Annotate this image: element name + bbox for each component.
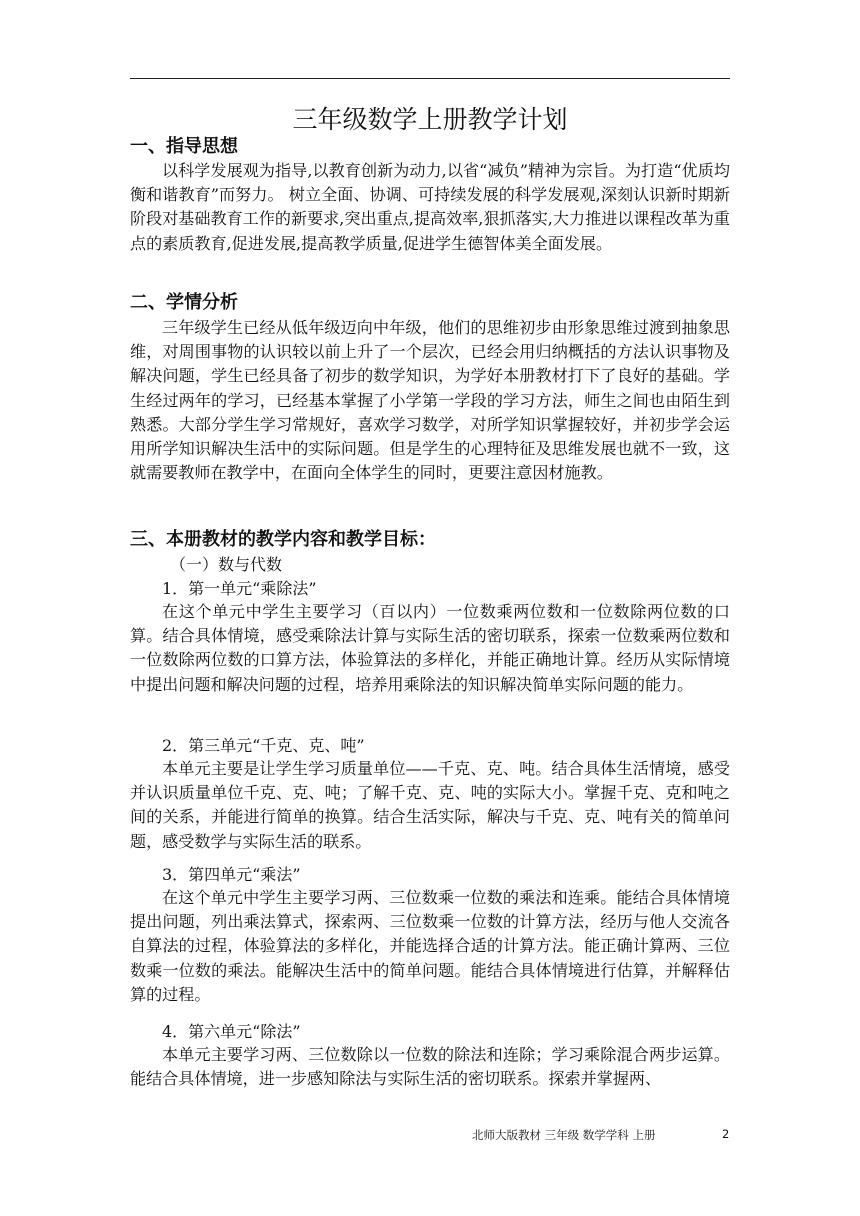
section-heading-guiding: 一、指导思想 — [130, 136, 238, 157]
unit-title-3: 2．第三单元“千克、克、吨” — [162, 736, 365, 755]
footer-text: 北师大版教材 三年级 数学学科 上册 — [472, 1128, 656, 1142]
unit-title-4: 3．第四单元“乘法” — [162, 865, 301, 884]
document-title: 三年级数学上册教学计划 — [292, 105, 568, 134]
paragraph-analysis: 三年级学生已经从低年级迈向中年级，他们的思维初步由形象思维过渡到抽象思维，对周围事物的认识较以前上升了一个层次，已经会用归纳概括的方法认识事物及解决问题，学生已经具备了初步的数学知识，为学好本册教材打下了良好的基础。学生经过两年的学习，已经基本掌握了小学第一学段的学习方法，师生之间也由陌生到熟悉。大部分学生学习常规好，喜欢学习数学，对所学知识掌握较好，并初步学会运用所学知识解决生活中的实际问题。但是学生的心理特征及思维发展也就不一致，这就需要教师在教学中，在面向全体学生的同时，更要注意因材施教。 — [130, 318, 730, 483]
unit-title-6: 4．第六单元“除法” — [162, 1022, 301, 1041]
paragraph-unit-3: 本单元主要是让学生学习质量单位——千克、克、吨。结合具体生活情境，感受并认识质量单位千克、克、吨；了解千克、克、吨的实际大小。掌握千克、克和吨之间的关系，并能进行简单的换算。结合生活实际，解决与千克、克、吨有关的简单问题，感受数学与实际生活的联系。 — [130, 759, 730, 851]
paragraph-unit-1: 在这个单元中学生主要学习（百以内）一位数乘两位数和一位数除两位数的口算。结合具体情境，感受乘除法计算与实际生活的密切联系，探索一位数乘两位数和一位数除两位数的口算方法，体验算法的多样化，并能正确地计算。经历从实际情境中提出问题和解决问题的过程，培养用乘除法的知识解决简单实际问题的能力。 — [130, 602, 730, 694]
section-heading-analysis: 二、学情分析 — [130, 292, 238, 313]
section-heading-content: 三、本册教材的教学内容和教学目标： — [130, 529, 436, 550]
subheading-numbers-algebra: （一）数与代数 — [170, 555, 283, 574]
page-number: 2 — [722, 1127, 730, 1141]
paragraph-unit-4: 在这个单元中学生主要学习两、三位数乘一位数的乘法和连乘。能结合具体情境提出问题，列出乘法算式，探索两、三位数乘一位数的计算方法，经历与他人交流各自算法的过程，体验算法的多样化，并能选择合适的计算方法。能正确计算两、三位数乘一位数的乘法。能解决生活中的简单问题。能结合具体情境进行估算，并解释估算的过程。 — [130, 888, 730, 1004]
paragraph-guiding: 以科学发展观为指导,以教育创新为动力,以省“减负”精神为宗旨。为打造“优质均衡和谐教育”而努力。 树立全面、协调、可持续发展的科学发展观,深刻认识新时期新阶段对基础教育工作的新要求,突出重点,提高效率,狠抓落实,大力推进以课程改革为重点的素质教育,促进发展,提高教学质量,促进学生德智体美全面发展。 — [130, 161, 730, 253]
unit-title-1: 1．第一单元“乘除法” — [162, 579, 317, 598]
paragraph-unit-6: 本单元主要学习两、三位数除以一位数的除法和连除；学习乘除混合两步运算。能结合具体情境，进一步感知除法与实际生活的密切联系。探索并掌握两、 — [130, 1045, 730, 1089]
header-rule — [130, 78, 730, 79]
